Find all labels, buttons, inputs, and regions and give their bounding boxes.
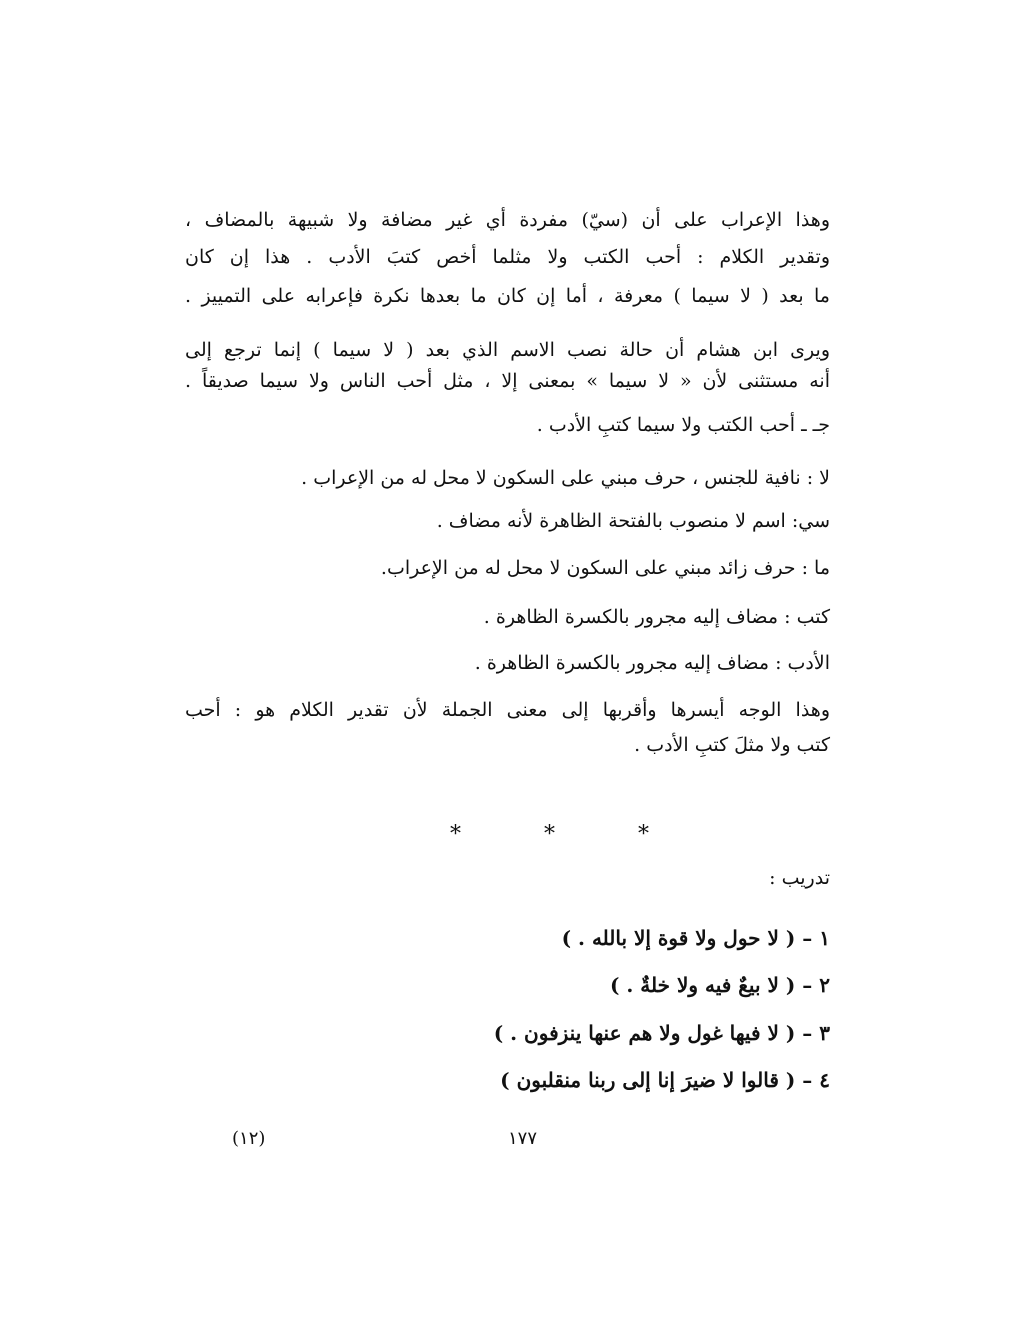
exercise-item: ٣ – ( لا فيها غول ولا هم عنها ينزفون . ) <box>493 1021 830 1045</box>
exercise-heading: تدريب : <box>769 867 830 889</box>
paragraph-line: وتقدير الكلام : أحب الكتب ولا مثلما أخص كتبَ الأدب . هذا إن كان <box>185 246 830 268</box>
paragraph-line: كتب ولا مثلَ كتبِ الأدب . <box>634 734 830 756</box>
paragraph-line: وهذا الوجه أيسرها وأقربها إلى معنى الجملة لأن تقدير الكلام هو : أحب <box>185 699 830 721</box>
paragraph-line: ما بعد ( لا سيما ) معرفة ، أما إن كان ما بعدها نكرة فإعرابه على التمييز . <box>185 285 830 307</box>
parsing-line: كتب : مضاف إليه مجرور بالكسرة الظاهرة . <box>483 606 830 628</box>
paragraph-line: وهذا الإعراب على أن (سيّ) مفردة أي غير مضافة ولا شبيهة بالمضاف ، <box>185 209 830 231</box>
paragraph-line: ويرى ابن هشام أن حالة نصب الاسم الذي بعد ( لا سيما ) إنما ترجع إلى <box>185 339 830 361</box>
parsing-line: ما : حرف زائد مبني على السكون لا محل له من الإعراب. <box>380 557 830 579</box>
parsing-line: لا : نافية للجنس ، حرف مبني على السكون لا محل له من الإعراب . <box>301 467 830 489</box>
exercise-item: ٤ – ( قالوا لا ضيرَ إنا إلى ربنا منقلبون ) <box>500 1068 830 1092</box>
example-line: جـ ـ أحب الكتب ولا سيما كتبِ الأدب . <box>536 414 830 436</box>
parsing-line: الأدب : مضاف إليه مجرور بالكسرة الظاهرة . <box>474 652 830 674</box>
signature-mark: (١٢) <box>232 1128 266 1149</box>
paragraph-line: أنه مستثنى لأن « لا سيما » بمعنى إلا ، مثل أحب الناس ولا سيما صديقاً . <box>185 370 830 392</box>
exercise-item: ١ – ( لا حول ولا قوة إلا بالله . ) <box>561 926 830 950</box>
section-separator: * * * <box>450 822 687 847</box>
page-number: ١٧٧ <box>508 1128 538 1149</box>
parsing-line: سي: اسم لا منصوب بالفتحة الظاهرة لأنه مضاف . <box>436 510 830 532</box>
exercise-item: ٢ – ( لا بيعٌ فيه ولا خلةٌ . ) <box>609 973 830 997</box>
